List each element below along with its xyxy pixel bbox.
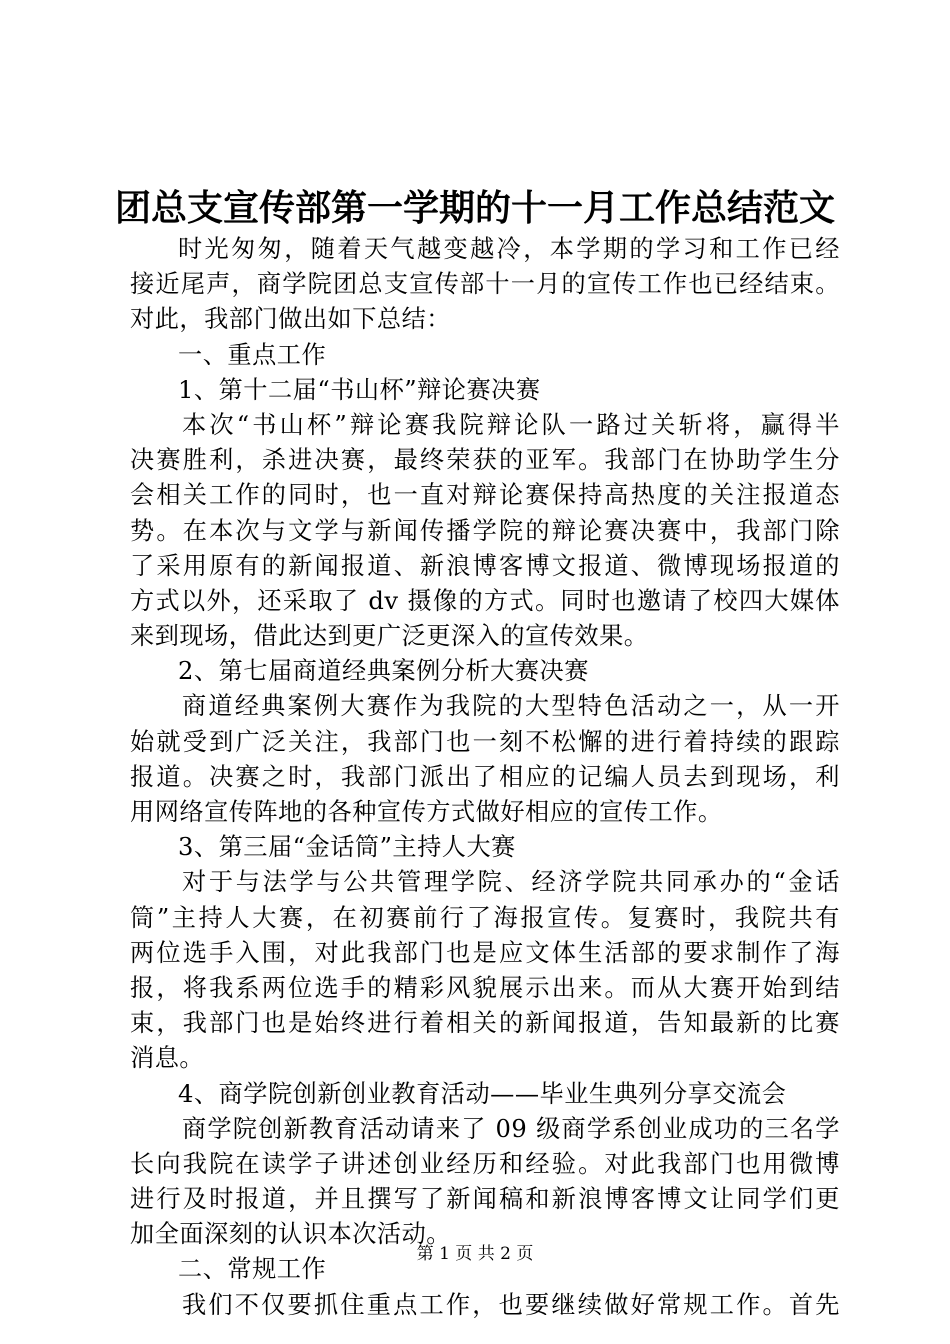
- paragraph-line: 会相关工作的同时，也一直对辩论赛保持高热度的关注报道态: [130, 481, 840, 510]
- paragraph-line: 时光匆匆，随着天气越变越冷，本学期的学习和工作已经: [178, 235, 840, 263]
- paragraph-line: 进行及时报道，并且撰写了新闻稿和新浪博客博文让同学们更: [130, 1185, 840, 1214]
- document-title: 团总支宣传部第一学期的十一月工作总结范文: [114, 187, 835, 229]
- paragraph-line: 商道经典案例大赛作为我院的大型特色活动之一，从一开: [182, 692, 840, 721]
- subsection-heading: 4、商学院创新创业教育活动——毕业生典列分享交流会: [178, 1079, 787, 1108]
- paragraph-line: 加全面深刻的认识本次活动。: [130, 1220, 451, 1249]
- paragraph-line: 接近尾声，商学院团总支宣传部十一月的宣传工作也已经结束。: [130, 270, 840, 299]
- page-footer: 第 1 页 共 2 页: [416, 1244, 534, 1264]
- paragraph-line: 了采用原有的新闻报道、新浪博客博文报道、微博现场报道的: [130, 551, 840, 580]
- paragraph-line: 长向我院在读学子讲述创业经历和经验。对此我部门也用微博: [130, 1149, 840, 1178]
- paragraph-line: 束，我部门也是始终进行着相关的新闻报道，告知最新的比赛: [130, 1009, 840, 1038]
- subsection-heading: 1、第十二届“书山杯”辩论赛决赛: [178, 375, 541, 404]
- paragraph-line: 两位选手入围，对此我部门也是应文体生活部的要求制作了海: [130, 938, 840, 967]
- section-heading: 一、重点工作: [178, 340, 327, 369]
- paragraph-line: 方式以外，还采取了 dv 摄像的方式。同时也邀请了校四大媒体: [130, 586, 840, 615]
- subsection-heading: 3、第三届“金话筒”主持人大赛: [178, 833, 516, 862]
- paragraph-line: 报，将我系两位选手的精彩风貌展示出来。而从大赛开始到结: [130, 973, 840, 1002]
- paragraph-line: 筒”主持人大赛，在初赛前行了海报宣传。复赛时，我院共有: [130, 903, 840, 932]
- paragraph-line: 商学院创新教育活动请来了 09 级商学系创业成功的三名学: [182, 1114, 840, 1143]
- paragraph-line: 对于与法学与公共管理学院、经济学院共同承办的“金话: [182, 868, 840, 897]
- document-body: [130, 232, 840, 1323]
- paragraph-line: 决赛胜利，杀进决赛，最终荣获的亚军。我部门在协助学生分: [130, 446, 840, 475]
- subsection-heading: 2、第七届商道经典案例分析大赛决赛: [178, 657, 589, 686]
- paragraph-line: 用网络宣传阵地的各种宣传方式做好相应的宣传工作。: [130, 798, 723, 826]
- paragraph-line: 我们不仅要抓住重点工作，也要继续做好常规工作。首先: [182, 1290, 840, 1319]
- paragraph-line: 本次“书山杯”辩论赛我院辩论队一路过关斩将，赢得半: [182, 410, 840, 439]
- paragraph-line: 报道。决赛之时，我部门派出了相应的记编人员去到现场，利: [130, 762, 840, 791]
- paragraph-line: 来到现场，借此达到更广泛更深入的宣传效果。: [130, 622, 649, 651]
- paragraph-line: 势。在本次与文学与新闻传播学院的辩论赛决赛中，我部门除: [130, 516, 840, 545]
- section-heading: 二、常规工作: [178, 1255, 327, 1284]
- paragraph-line: 对此，我部门做出如下总结：: [130, 305, 451, 334]
- paragraph-line: 始就受到广泛关注，我部门也一刻不松懈的进行着持续的跟踪: [130, 727, 840, 756]
- paragraph-line: 消息。: [130, 1044, 205, 1073]
